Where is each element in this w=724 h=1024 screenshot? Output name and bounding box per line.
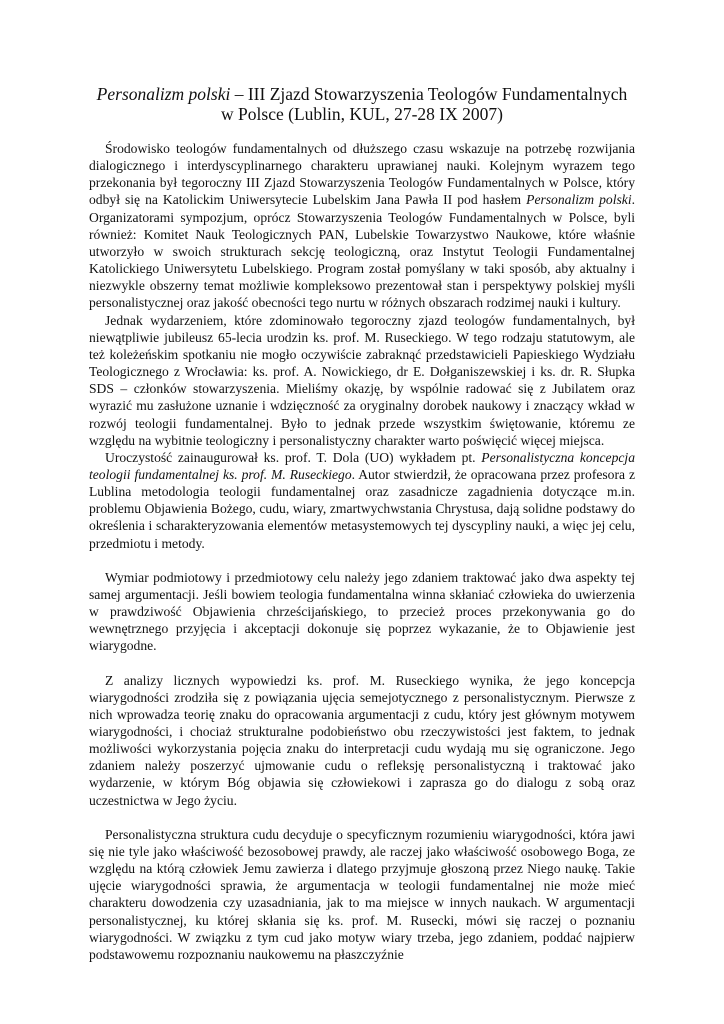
title-italic: Personalizm polski (96, 84, 231, 104)
title-rest: – III Zjazd Stowarzyszenia Teologów Fundamentalnych (230, 84, 628, 104)
paragraph-1 (89, 140, 635, 312)
paragraph-1-text-a: Środowisko teologów fundamentalnych od dłuższego czasu wskazuje na potrzebę rozwijania dialogicznego i interdyscyplinarnego charakteru uprawianej nauki. Kolejnym wyrazem tego przekonania był tegoroczny III Zjazd Stowarzyszenia Teologów Fundamentalnych w Polsce, który odbył się na Katolickim Uniwersytecie Lubelskim Jana Pawła II pod hasłem (89, 141, 635, 208)
paragraph-2: Jednak wydarzeniem, które zdominowało tegoroczny zjazd teologów fundamentalnych, był niewątpliwie jubileusz 65-lecia urodzin ks. prof. M. Ruseckiego. W tego rodzaju statutowym, ale też koleżeńskim spotkaniu nie mogło oczywiście zabraknąć przedstawicieli Papieskiego Wydziału Teologicznego z Wrocławia: ks. prof. A. Nowickiego, dr E. Dołganiszewskiej i ks. dr. R. Słupka SDS – członków stowarzyszenia. Mieliśmy okazję, by wspólnie radować się z Jubilatem oraz wyrazić mu zasłużone uznanie i wdzięczność za oryginalny dorobek naukowy i znaczący wkład w rozwój teologii fundamentalnej. Było to jednak przede wszystkim świętowanie, któremu ze względu na wybitnie teologiczny i personalistyczny charakter warto poświęcić więcej miejsca. (89, 312, 635, 448)
paragraph-6: Personalistyczna struktura cudu decyduje o specyficznym rozumieniu wiarygodności, która jawi się nie tyle jako właściwość bezosobowej prawdy, ale raczej jako właściwość osobowego Boga, ze względu na którą człowiek Jemu zawierza i dlatego przyjmuje głoszoną przez Niego naukę. Takie ujęcie wiarygodności sprawia, że argumentacja w teologii fundamentalnej nie może mieć charakteru dowodzenia czy uzasadniania, jak to ma miejsce w innych naukach. W argumentacji personalistycznej, ku której skłania się ks. prof. M. Rusecki, mówi się raczej o poznaniu wiarygodności. W związku z tym cud jako motyw wiary trzeba, jego zdaniem, poddać najpierw podstawowemu rozpoznaniu naukowemu na płaszczyźnie (89, 826, 635, 962)
paragraph-3 (89, 449, 635, 552)
title-line-1 (89, 84, 635, 104)
paragraph-5: Z analizy licznych wypowiedzi ks. prof. M. Ruseckiego wynika, że jego koncepcja wiarygodności zrodziła się z powiązania ujęcia semejotycznego z personalistycznym. Pierwsze z nich wprowadza teorię znaku do opracowania argumentacji z cudu, który jest głównym motywem wiarygodności, i chociaż strukturalne podobieństwo obu rzeczywistości jest faktem, to jednak możliwości wykorzystania pojęcia znaku do interpretacji cudu wydają mu się ograniczone. Jego zdaniem należy poszerzyć ujmowanie cudu o refleksję personalistyczną i traktować jako wydarzenie, w którym Bóg objawia się człowiekowi i zaprasza go do dialogu z sobą oraz uczestnictwa w Jego życiu. (89, 672, 635, 808)
title-line-2: w Polsce (Lublin, KUL, 27-28 IX 2007) (221, 104, 503, 124)
paragraph-3-text-b: . Autor stwierdził, że opracowana przez profesora z Lublina metodologia teologii fundamentalnej oraz zasadnicze zagadnienia dotyczące m.in. problemu Objawienia Bożego, cudu, wiary, zmartwychwstania Chrystusa, dają solidne podstawy do określenia i scharakteryzowania elementów metasystemowych tej dyscypliny nauki, a więc jej celu, przedmiotu i metody. (89, 466, 635, 551)
document-page (89, 84, 635, 963)
paragraph-1-italic: Personalizm polski (526, 192, 632, 208)
paragraph-3-text-a: Uroczystość zainaugurował ks. prof. T. Dola (UO) wykładem pt. (105, 449, 482, 465)
document-title (89, 84, 635, 124)
paragraph-1-text-b: . Organizatorami sympozjum, oprócz Stowarzyszenia Teologów Fundamentalnych w Polsce, byli również: Komitet Nauk Teologicznych PAN, Lubelskie Towarzystwo Naukowe, które właśnie utworzyło w swoich strukturach sekcję teologiczną, oraz Instytut Teologii Fundamentalnej Katolickiego Uniwersytetu Lubelskiego. Program został pomyślany w taki sposób, aby aktualny i niezwykle obszerny temat możliwie kompleksowo prezentował stan i perspektywy polskiej myśli personalistycznej oraz jakość obecności tego nurtu w różnych obszarach rodzimej nauki i kultury. (89, 192, 635, 311)
paragraph-4: Wymiar podmiotowy i przedmiotowy celu należy jego zdaniem traktować jako dwa aspekty tej samej argumentacji. Jeśli bowiem teologia fundamentalna winna skłaniać człowieka do uwierzenia w prawdziwość Objawienia chrześcijańskiego, to przecież proces przekonywania go do wewnętrznego przyjęcia i akceptacji dokonuje się poprzez wykazanie, że to Objawienie jest wiarygodne. (89, 569, 635, 654)
paragraph-3-italic: Personalistyczna koncepcja teologii fundamentalnej ks. prof. M. Ruseckiego (89, 449, 635, 482)
